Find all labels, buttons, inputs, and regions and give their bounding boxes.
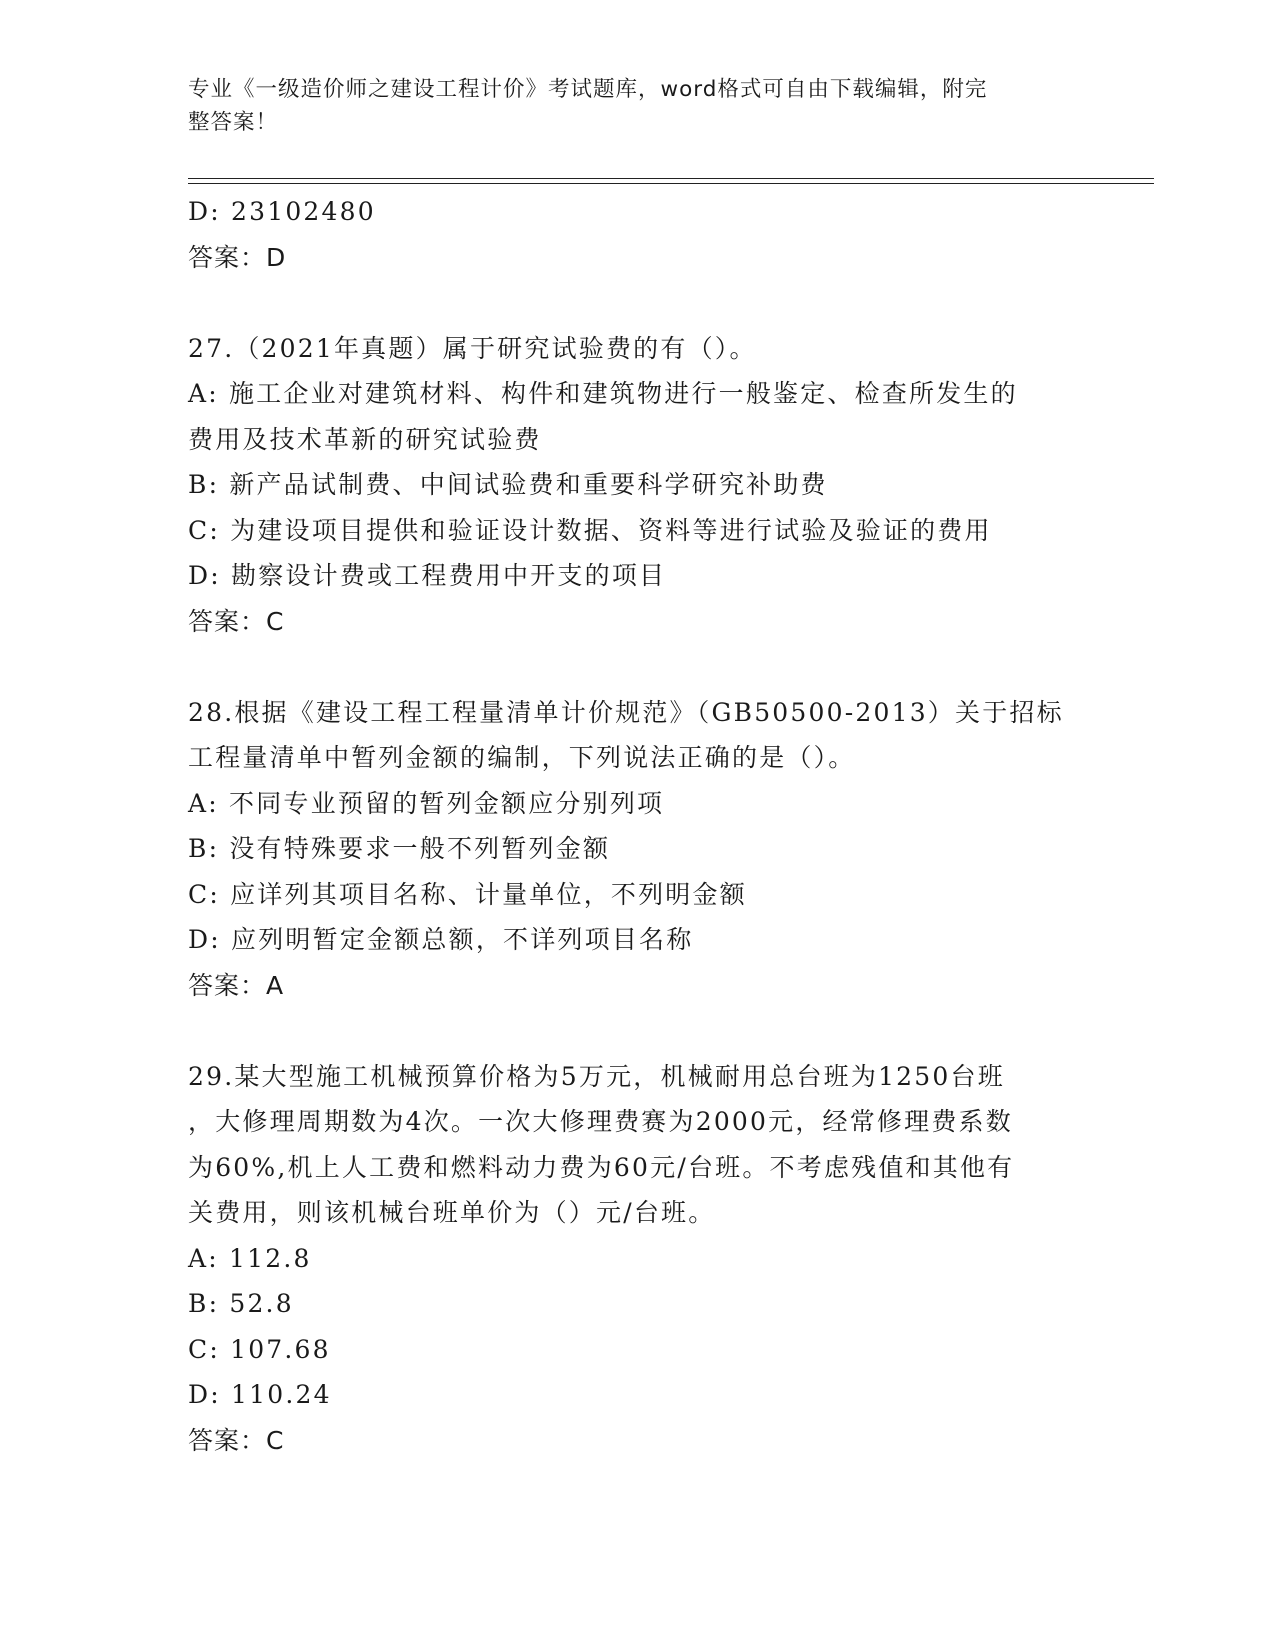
question-stem-continued: 为60%,机上人工费和燃料动力费为60元/台班。不考虑残值和其他有 — [188, 1152, 1015, 1182]
answer-line: 答案：C — [188, 606, 285, 636]
answer-line: 答案：D — [188, 242, 287, 272]
answer-line: 答案：C — [188, 1425, 285, 1455]
option-a: A: 112.8 — [188, 1243, 312, 1273]
option-a: A: 施工企业对建筑材料、构件和建筑物进行一般鉴定、检查所发生的 — [188, 379, 1018, 408]
prev-question — [188, 189, 1088, 280]
question-28 — [188, 690, 1088, 1009]
question-stem: 28.根据《建设工程工程量清单计价规范》（GB50500-2013）关于招标 — [188, 697, 1064, 727]
option-d: D: 23102480 — [188, 197, 376, 226]
option-d: D: 应列明暂定金额总额，不详列项目名称 — [188, 925, 694, 954]
option-d: D: 勘察设计费或工程费用中开支的项目 — [188, 561, 667, 590]
option-a: A: 不同专业预留的暂列金额应分别列项 — [188, 788, 665, 818]
option-b: B: 新产品试制费、中间试验费和重要科学研究补助费 — [188, 470, 828, 499]
question-stem-continued: 关费用，则该机械台班单价为（）元/台班。 — [188, 1198, 716, 1227]
option-b: B: 52.8 — [188, 1289, 294, 1318]
question-content — [188, 189, 1088, 1463]
spacer — [188, 280, 1088, 326]
question-stem: 27.（2021年真题）属于研究试验费的有（）。 — [188, 333, 757, 363]
option-c: C: 应详列其项目名称、计量单位，不列明金额 — [188, 879, 747, 909]
header-divider-bottom — [188, 183, 1154, 184]
answer-line: 答案：A — [188, 970, 285, 1000]
spacer — [188, 1008, 1088, 1054]
question-27 — [188, 326, 1088, 645]
header-line-2: 整答案！ — [188, 110, 279, 135]
header-line-1: 专业《一级造价师之建设工程计价》考试题库，word格式可自由下载编辑，附完 — [188, 77, 988, 102]
option-d: D: 110.24 — [188, 1380, 332, 1409]
option-c: C: 107.68 — [188, 1334, 331, 1364]
spacer — [188, 644, 1088, 690]
header-divider-top — [188, 178, 1154, 179]
option-c: C: 为建设项目提供和验证设计数据、资料等进行试验及验证的费用 — [188, 515, 992, 545]
question-stem-continued: 工程量清单中暂列金额的编制，下列说法正确的是（）。 — [188, 743, 856, 772]
page-header — [188, 73, 1068, 139]
option-a-continued: 费用及技术革新的研究试验费 — [188, 424, 542, 454]
question-29 — [188, 1054, 1088, 1464]
question-stem: 29.某大型施工机械预算价格为5万元，机械耐用总台班为1250台班 — [188, 1061, 1005, 1091]
option-b: B: 没有特殊要求一般不列暂列金额 — [188, 834, 611, 863]
question-stem-continued: ，大修理周期数为4次。一次大修理费赛为2000元，经常修理费系数 — [188, 1107, 1013, 1136]
